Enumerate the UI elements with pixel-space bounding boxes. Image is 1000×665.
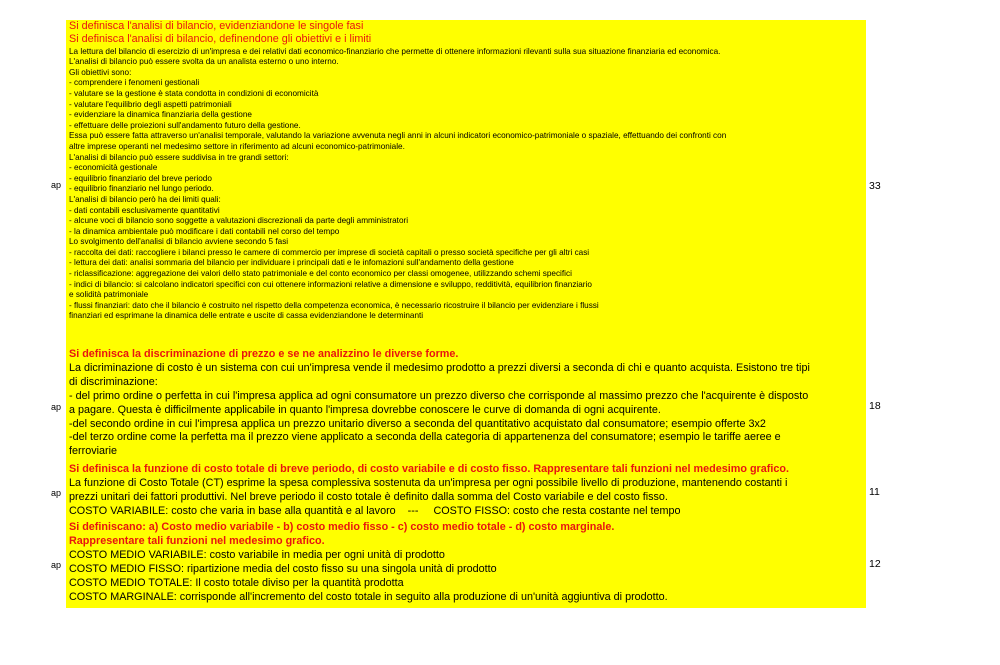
answer-text [69, 477, 866, 519]
question-text: Rappresentare tali funzioni nel medesimo grafico. [69, 534, 325, 547]
answer-line: di discriminazione: [69, 375, 158, 388]
answer-line: - equilibrio finanziario nel lungo periodo. [69, 184, 214, 194]
answer-line: -del terzo ordine come la perfetta ma il prezzo viene applicato a seconda della categoria di appartenenza del consumatore; esempio le tariffe aeree e [69, 431, 781, 444]
row-tag: ap [51, 488, 62, 498]
answer-line: - del primo ordine o perfetta in cui l'impresa applica ad ogni consumatore un prezzo diverso che corrisponde al massimo prezzo che l'acquirente è disposto [69, 389, 809, 402]
answer-line: - la dinamica ambientale può modificare i dati contabili nel corso del tempo [69, 226, 340, 236]
answer-line: - indici di bilancio: si calcolano indicatori specifici con cui ottenere informazioni relative a dimensione e sviluppo, redditività, equilibrion finanziario [69, 279, 592, 289]
answer-cell[interactable] [66, 463, 866, 521]
question-text: Si definisca la funzione di costo totale di breve periodo, di costo variabile e di costo fisso. Rappresentare tali funzioni nel medesimo grafico. [69, 463, 789, 475]
answer-cell[interactable] [66, 348, 866, 463]
answer-cell[interactable] [66, 521, 866, 608]
answer-line: a pagare. Questa è difficilmente applicabile in quanto l'impresa dovrebbe conoscere le curve di domanda di ogni acquirente. [69, 403, 661, 416]
question-text: Si definisca l'analisi di bilancio, evidenziandone le singole fasi [69, 20, 364, 32]
answer-line: - raccolta dei dati: raccogliere i bilanci presso le camere di commercio per imprese di società capitali o presso società specifiche per gli altri casi [69, 247, 590, 257]
answer-text [69, 549, 866, 605]
question-text: Si definiscano: a) Costo medio variabile - b) costo medio fisso - c) costo medio totale - d) costo marginale. [69, 521, 615, 533]
answer-line: -del secondo ordine in cui l'impresa applica un prezzo unitario diverso a seconda del quantitativo acquistato dal consumatore; esempio offerte 3x2 [69, 417, 766, 430]
row-tag: ap [51, 180, 62, 190]
answer-line: - valutare se la gestione è stata condotta in condizioni di economicità [69, 88, 319, 98]
answer-line: COSTO MEDIO VARIABILE: costo variabile in media per ogni unità di prodotto [69, 548, 445, 561]
answer-line: L'analisi di bilancio può essere svolta da un analista esterno o uno interno. [69, 57, 339, 67]
answer-line: - lettura dei dati: analisi sommaria del bilancio per individuare i principali dati e le infomazioni sull'andamento della gestione [69, 258, 514, 268]
answer-line: COSTO MEDIO TOTALE: Il costo totale diviso per la quantità prodotta [69, 576, 404, 589]
answer-line: La funzione di Costo Totale (CT) esprime la spesa complessiva sostenuta da un'impresa per ogni possibile livello di produzione, mantenendo costanti i [69, 476, 788, 489]
points-value: 11 [869, 486, 880, 498]
answer-text [69, 362, 866, 459]
answer-line: La dicriminazione di costo è un sistema con cui un'impresa vende il medesimo prodotto a prezzi diversi a seconda di chi e quanto acquista. Esistono tre tipi [69, 361, 810, 374]
answer-line: L'analisi di bilancio può essere suddivisa in tre grandi settori: [69, 152, 289, 162]
answer-cell[interactable] [66, 20, 866, 348]
question-text: Si definisca la discriminazione di prezzo e se ne analizzino le diverse forme. [69, 348, 459, 360]
answer-line: - flussi finanziari: dato che il bilancio è costruito nel rispetto della competenza economica, è necessario ricostruire il bilancio per evidenziare i flussi [69, 300, 599, 310]
answer-line: Essa può essere fatta attraverso un'analisi temporale, valutando la variazione avvenuta negli anni in alcuni indicatori economico-patrimoniale o spaziale, effettuando dei confronti con [69, 131, 727, 141]
answer-line: - dati contabili esclusivamente quantitativi [69, 205, 220, 215]
answer-line: - equilibrio finanziario del breve periodo [69, 173, 212, 183]
answer-line: La lettura del bilancio di esercizio di un'impresa e dei relativi dati economico-finanziario che permette di ottenere informazioni rilevanti sulla sua situazione finanziaria ed economica. [69, 46, 721, 56]
answer-text [69, 47, 866, 322]
answer-line: COSTO MEDIO FISSO: ripartizione media del costo fisso su una singola unità di prodotto [69, 562, 497, 575]
answer-line: - effettuare delle proiezioni sull'andamento futuro della gestione. [69, 120, 301, 130]
answer-line: COSTO VARIABILE: costo che varia in base alla quantità e al lavoro --- COSTO FISSO: costo che resta costante nel tempo [69, 504, 681, 517]
answer-line: Gli obiettivi sono: [69, 67, 132, 77]
answer-line: COSTO MARGINALE: corrisponde all'incremento del costo totale in seguito alla produzione di un'unità aggiuntiva di prodotto. [69, 590, 668, 603]
answer-line: - economicità gestionale [69, 163, 158, 173]
answer-line: - riclassificazione: aggregazione dei valori dello stato patrimoniale e del conto economico per classi omogenee, utilizzando schemi specifici [69, 269, 572, 279]
question-text: Si definisca l'analisi di bilancio, definendone gli obiettivi e i limiti [69, 33, 372, 46]
points-value: 18 [869, 400, 881, 412]
answer-line: prezzi unitari dei fattori produttivi. Nel breve periodo il costo totale è definito dalla somma del Costo variabile e del costo fisso. [69, 490, 668, 503]
answer-line: - alcune voci di bilancio sono soggette a valutazioni discrezionali da parte degli amministratori [69, 216, 409, 226]
points-value: 12 [869, 558, 881, 570]
answer-line: Lo svolgimento dell'analisi di bilancio avviene secondo 5 fasi [69, 237, 289, 247]
row-tag: ap [51, 402, 62, 412]
answer-line: - evidenziare la dinamica finanziaria della gestione [69, 110, 252, 120]
answer-line: finanziari ed esprimane la dinamica delle entrate e uscite di cassa evidenziandone le determinanti [69, 311, 424, 321]
row-tag: ap [51, 560, 62, 570]
answer-line: ferroviarie [69, 445, 118, 458]
answer-line: - comprendere i fenomeni gestionali [69, 78, 200, 88]
answer-line: - valutare l'equilibrio degli aspetti patrimoniali [69, 99, 232, 109]
answer-line: L'analisi di bilancio però ha dei limiti quali: [69, 194, 221, 204]
points-value: 33 [869, 180, 881, 192]
answer-line: e solidità patrimoniale [69, 290, 149, 300]
answer-line: altre imprese operanti nel medesimo settore in riferimento ad alcuni economico-patrimoniale. [69, 141, 405, 151]
